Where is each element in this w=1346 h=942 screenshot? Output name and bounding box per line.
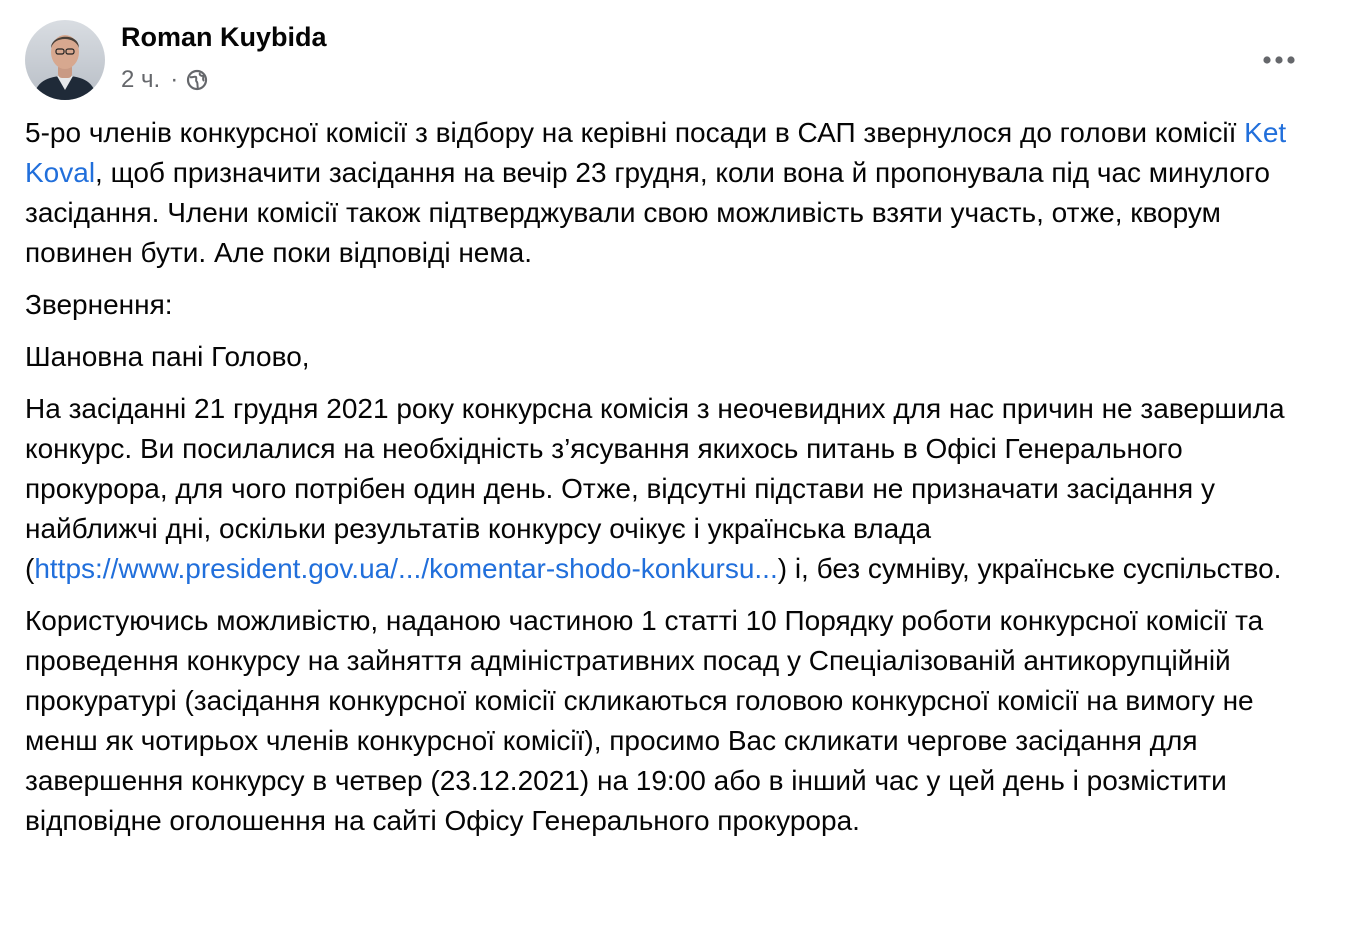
intro-text: 5-ро членів конкурсної комісії з відбору на керівні посади в САП звернулося до голови комісії <box>25 117 1245 148</box>
post-body <box>25 113 1325 841</box>
main-text-continued: ) і, без сумніву, українське суспільство. <box>777 553 1282 584</box>
mention-ket-koval[interactable]: Ket Koval <box>25 117 1287 188</box>
more-dots-icon[interactable] <box>1257 38 1301 82</box>
post-header <box>25 20 1325 100</box>
president-link[interactable]: https://www.president.gov.ua/.../komentar-shodo-konkursu... <box>34 553 778 584</box>
paragraph-appeal-label: Звернення: <box>25 289 173 320</box>
author-avatar[interactable] <box>25 20 105 100</box>
avatar-photo <box>25 20 105 100</box>
paragraph-main <box>25 389 1325 589</box>
globe-icon[interactable] <box>186 69 208 91</box>
post-timestamp[interactable]: 2 ч. <box>121 66 161 93</box>
intro-text-continued: , щоб призначити засідання на вечір 23 грудня, коли вона й пропонувала під час минулого засідання. Члени комісії також підтверджували свою можливість взяти участь, отже, кворум повинен бути. Але поки відповіді нема. <box>25 157 1270 268</box>
paragraph-salutation: Шановна пані Голово, <box>25 341 310 372</box>
author-name[interactable]: Roman Kuybida <box>121 22 327 52</box>
paragraph-intro <box>25 113 1325 273</box>
paragraph-request: Користуючись можливістю, наданою частиною 1 статті 10 Порядку роботи конкурсної комісії та проведення конкурсу на зайняття адміністративних посад у Спеціалізованій антикорупційній прокуратурі (засідання конкурсної комісії скликаються головою конкурсної комісії на вимогу не менш як чотирьох членів конкурсної комісії), просимо Вас скликати чергове засідання для завершення конкурсу в четвер (23.12.2021) на 19:00 або в інший час у цей день і розмістити відповідне оголошення на сайті Офісу Генерального прокурора. <box>25 605 1264 836</box>
post-meta <box>121 65 208 95</box>
meta-separator: · <box>170 66 179 93</box>
main-text: На засіданні 21 грудня 2021 року конкурсна комісія з неочевидних для нас причин не завершила конкурс. Ви посилалися на необхідність з’ясування якихось питань в Офісі Генерального прокурора, для чого потрібен один день. Отже, відсутні підстави не призначати засідання у найближчі дні, оскільки результатів конкурсу очікує і українська влада ( <box>25 393 1285 584</box>
